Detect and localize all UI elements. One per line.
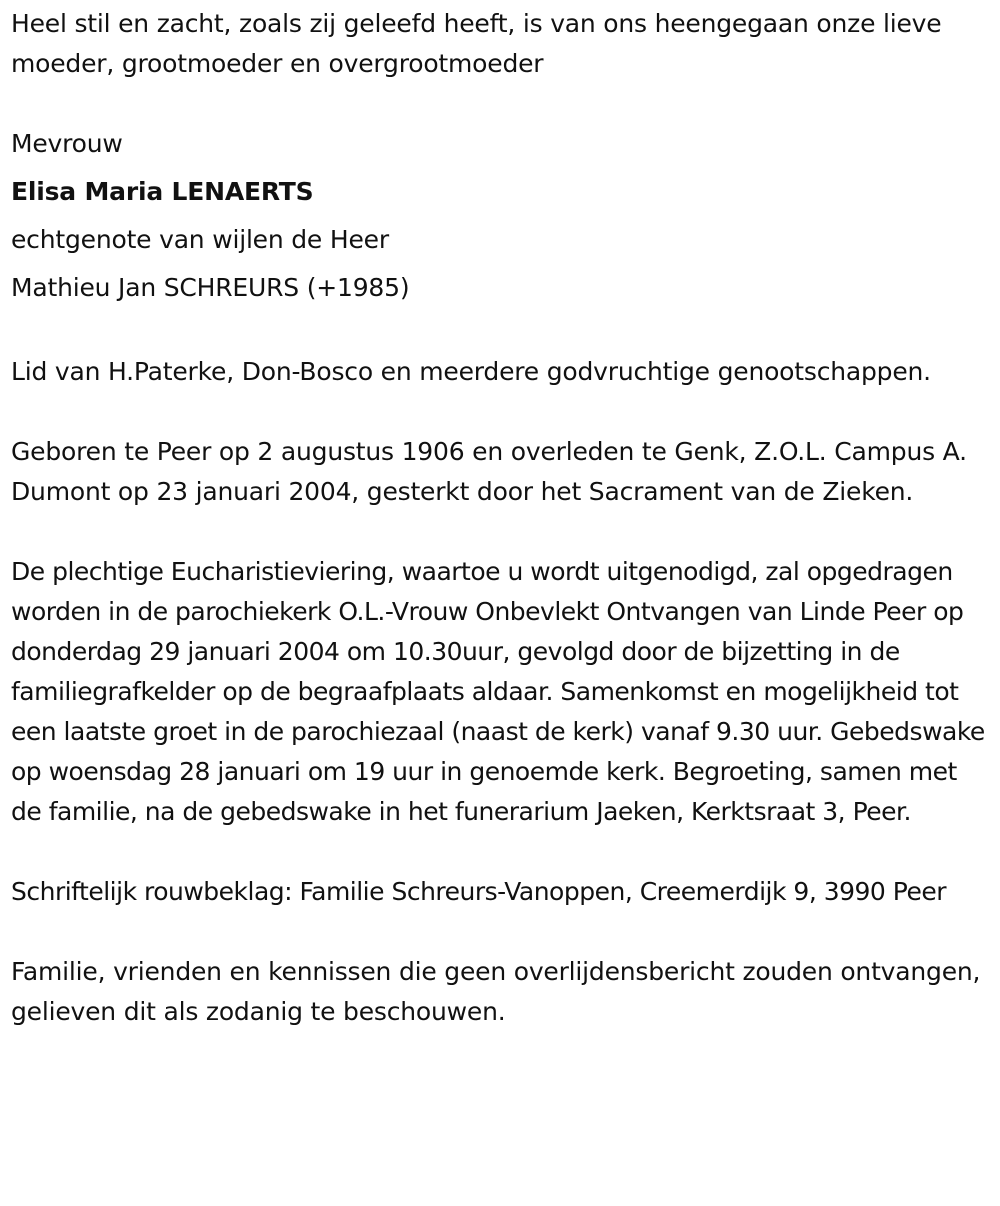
spacer [11,392,985,432]
spacer [11,312,985,352]
deceased-name: Elisa Maria LENAERTS [11,177,314,206]
condolences-paragraph: Schriftelijk rouwbeklag: Familie Schreurs-Vanoppen, Creemerdijk 9, 3990 Peer [11,877,947,906]
closing-paragraph: Familie, vrienden en kennissen die geen overlijdensbericht zouden ontvangen, gelieven dit als zodanig te beschouwen. [11,957,981,1026]
spouse-line-1: echtgenote van wijlen de Heer [11,225,389,254]
spacer [11,84,985,124]
honorific: Mevrouw [11,129,123,158]
membership-paragraph: Lid van H.Paterke, Don-Bosco en meerdere godvruchtige genootschappen. [11,357,931,386]
spouse-line-2: Mathieu Jan SCHREURS (+1985) [11,273,410,302]
spacer [11,832,985,872]
ceremony-paragraph: De plechtige Eucharistieviering, waartoe u wordt uitgenodigd, zal opgedragen worden in de parochiekerk O.L.-Vrouw Onbevlekt Ontvangen van Linde Peer op donderdag 29 januari 2004 om 10.30uur, gevolgd door de bijzetting in de familiegrafkelder op de begraafplaats aldaar. Samenkomst en mogelijkheid tot een laatste groet in de parochiezaal (naast de kerk) vanaf 9.30 uur. Gebedswake op woensdag 28 januari om 19 uur in genoemde kerk. Begroeting, samen met de familie, na de gebedswake in het funerarium Jaeken, Kerktsraat 3, Peer. [11,557,985,826]
intro-paragraph: Heel stil en zacht, zoals zij geleefd heeft, is van ons heengegaan onze lieve moeder, grootmoeder en overgrootmoeder [11,9,942,78]
spacer [11,512,985,552]
birth-death-paragraph: Geboren te Peer op 2 augustus 1906 en overleden te Genk, Z.O.L. Campus A. Dumont op 23 januari 2004, gesterkt door het Sacrament van de Zieken. [11,437,967,506]
spacer [11,912,985,952]
